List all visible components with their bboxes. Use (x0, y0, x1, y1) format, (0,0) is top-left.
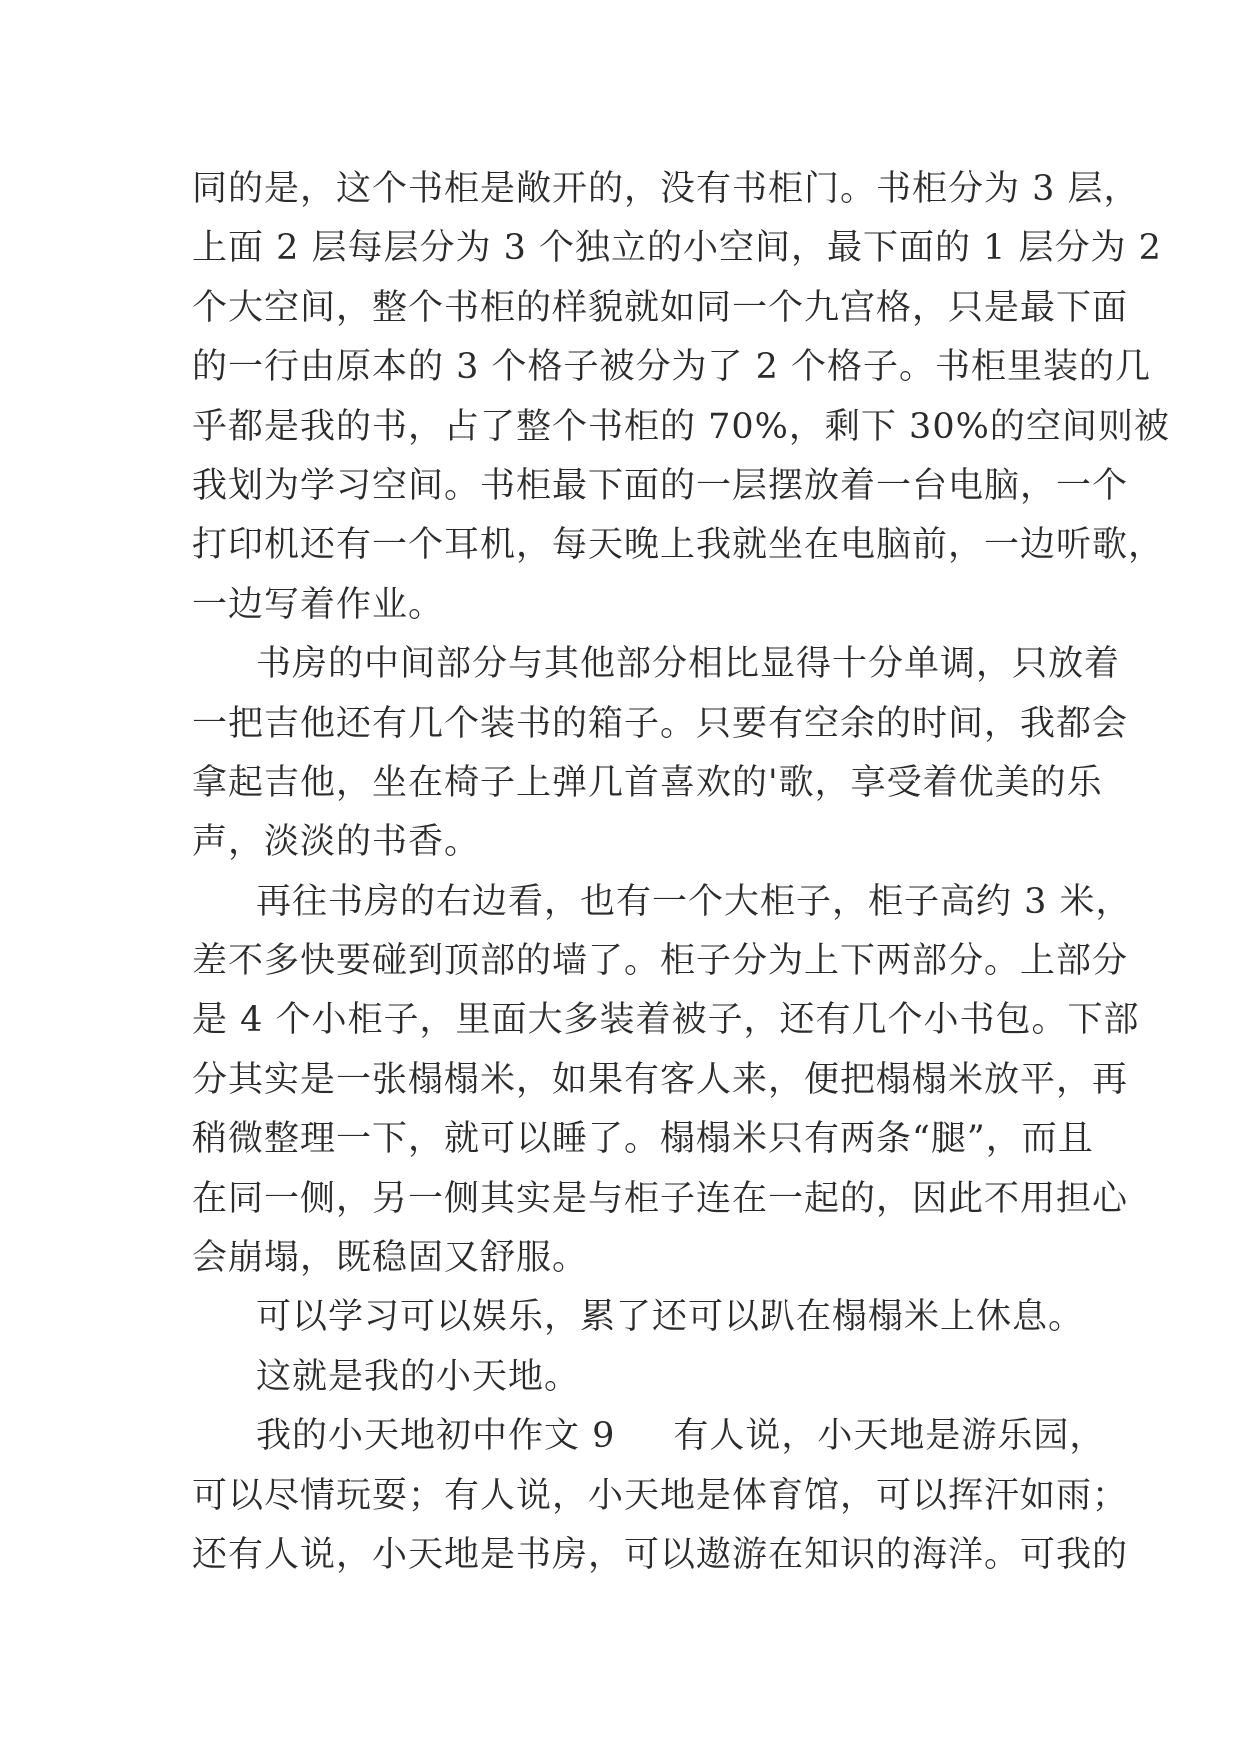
text-line: 我划为学习空间。书柜最下面的一层摆放着一台电脑，一个 (192, 465, 1129, 506)
text-line: 再往书房的右边看，也有一个大柜子，柜子高约 3 米， (256, 881, 1132, 922)
text-line: 会崩塌，既稳固又舒服。 (192, 1238, 589, 1279)
text-line: 分其实是一张榻榻米，如果有客人来，便把榻榻米放平，再 (192, 1059, 1129, 1100)
essay-text (192, 160, 1170, 1585)
text-line: 在同一侧，另一侧其实是与柜子连在一起的，因此不用担心 (192, 1178, 1129, 1219)
text-line: 乎都是我的书，占了整个书柜的 70%，剩下 30%的空间则被 (192, 406, 1170, 447)
text-line: 同的是，这个书柜是敞开的，没有书柜门。书柜分为 3 层， (192, 169, 1140, 209)
text-line: 差不多快要碰到顶部的墙了。柜子分为上下两部分。上部分 (192, 941, 1129, 982)
text-line: 拿起吉他，坐在椅子上弹几首喜欢的'歌，享受着优美的乐 (192, 762, 1103, 803)
text-line: 声，淡淡的书香。 (192, 822, 481, 863)
text-line: 一把吉他还有几个装书的箱子。只要有空余的时间，我都会 (192, 703, 1129, 744)
text-line: 的一行由原本的 3 个格子被分为了 2 个格子。书柜里装的几 (192, 347, 1152, 388)
text-line: 书房的中间部分与其他部分相比显得十分单调，只放着 (256, 644, 1121, 685)
text-line: 可以尽情玩耍；有人说，小天地是体育馆，可以挥汗如雨； (192, 1475, 1129, 1516)
text-line: 这就是我的小天地。 (256, 1356, 581, 1397)
text-line: 是 4 个小柜子，里面大多装着被子，还有几个小书包。下部 (192, 1000, 1140, 1041)
text-line: 还有人说，小天地是书房，可以遨游在知识的海洋。可我的 (192, 1534, 1129, 1575)
essay-title-line (192, 1407, 1106, 1466)
text-line: 上面 2 层每层分为 3 个独立的小空间，最下面的 1 层分为 2 (192, 228, 1162, 269)
text-line: 一边写着作业。 (192, 584, 445, 625)
text-line: 个大空间，整个书柜的样貌就如同一个九宫格，只是最下面 (192, 287, 1129, 328)
text-line: 稍微整理一下，就可以睡了。榻榻米只有两条“腿”，而且 (192, 1119, 1094, 1160)
essay-title: 我的小天地初中作文 9 (256, 1416, 616, 1457)
essay-opening: 有人说，小天地是游乐园， (673, 1416, 1106, 1457)
text-line: 打印机还有一个耳机，每天晚上我就坐在电脑前，一边听歌， (192, 525, 1165, 566)
text-line: 可以学习可以娱乐，累了还可以趴在榻榻米上休息。 (256, 1297, 1085, 1338)
